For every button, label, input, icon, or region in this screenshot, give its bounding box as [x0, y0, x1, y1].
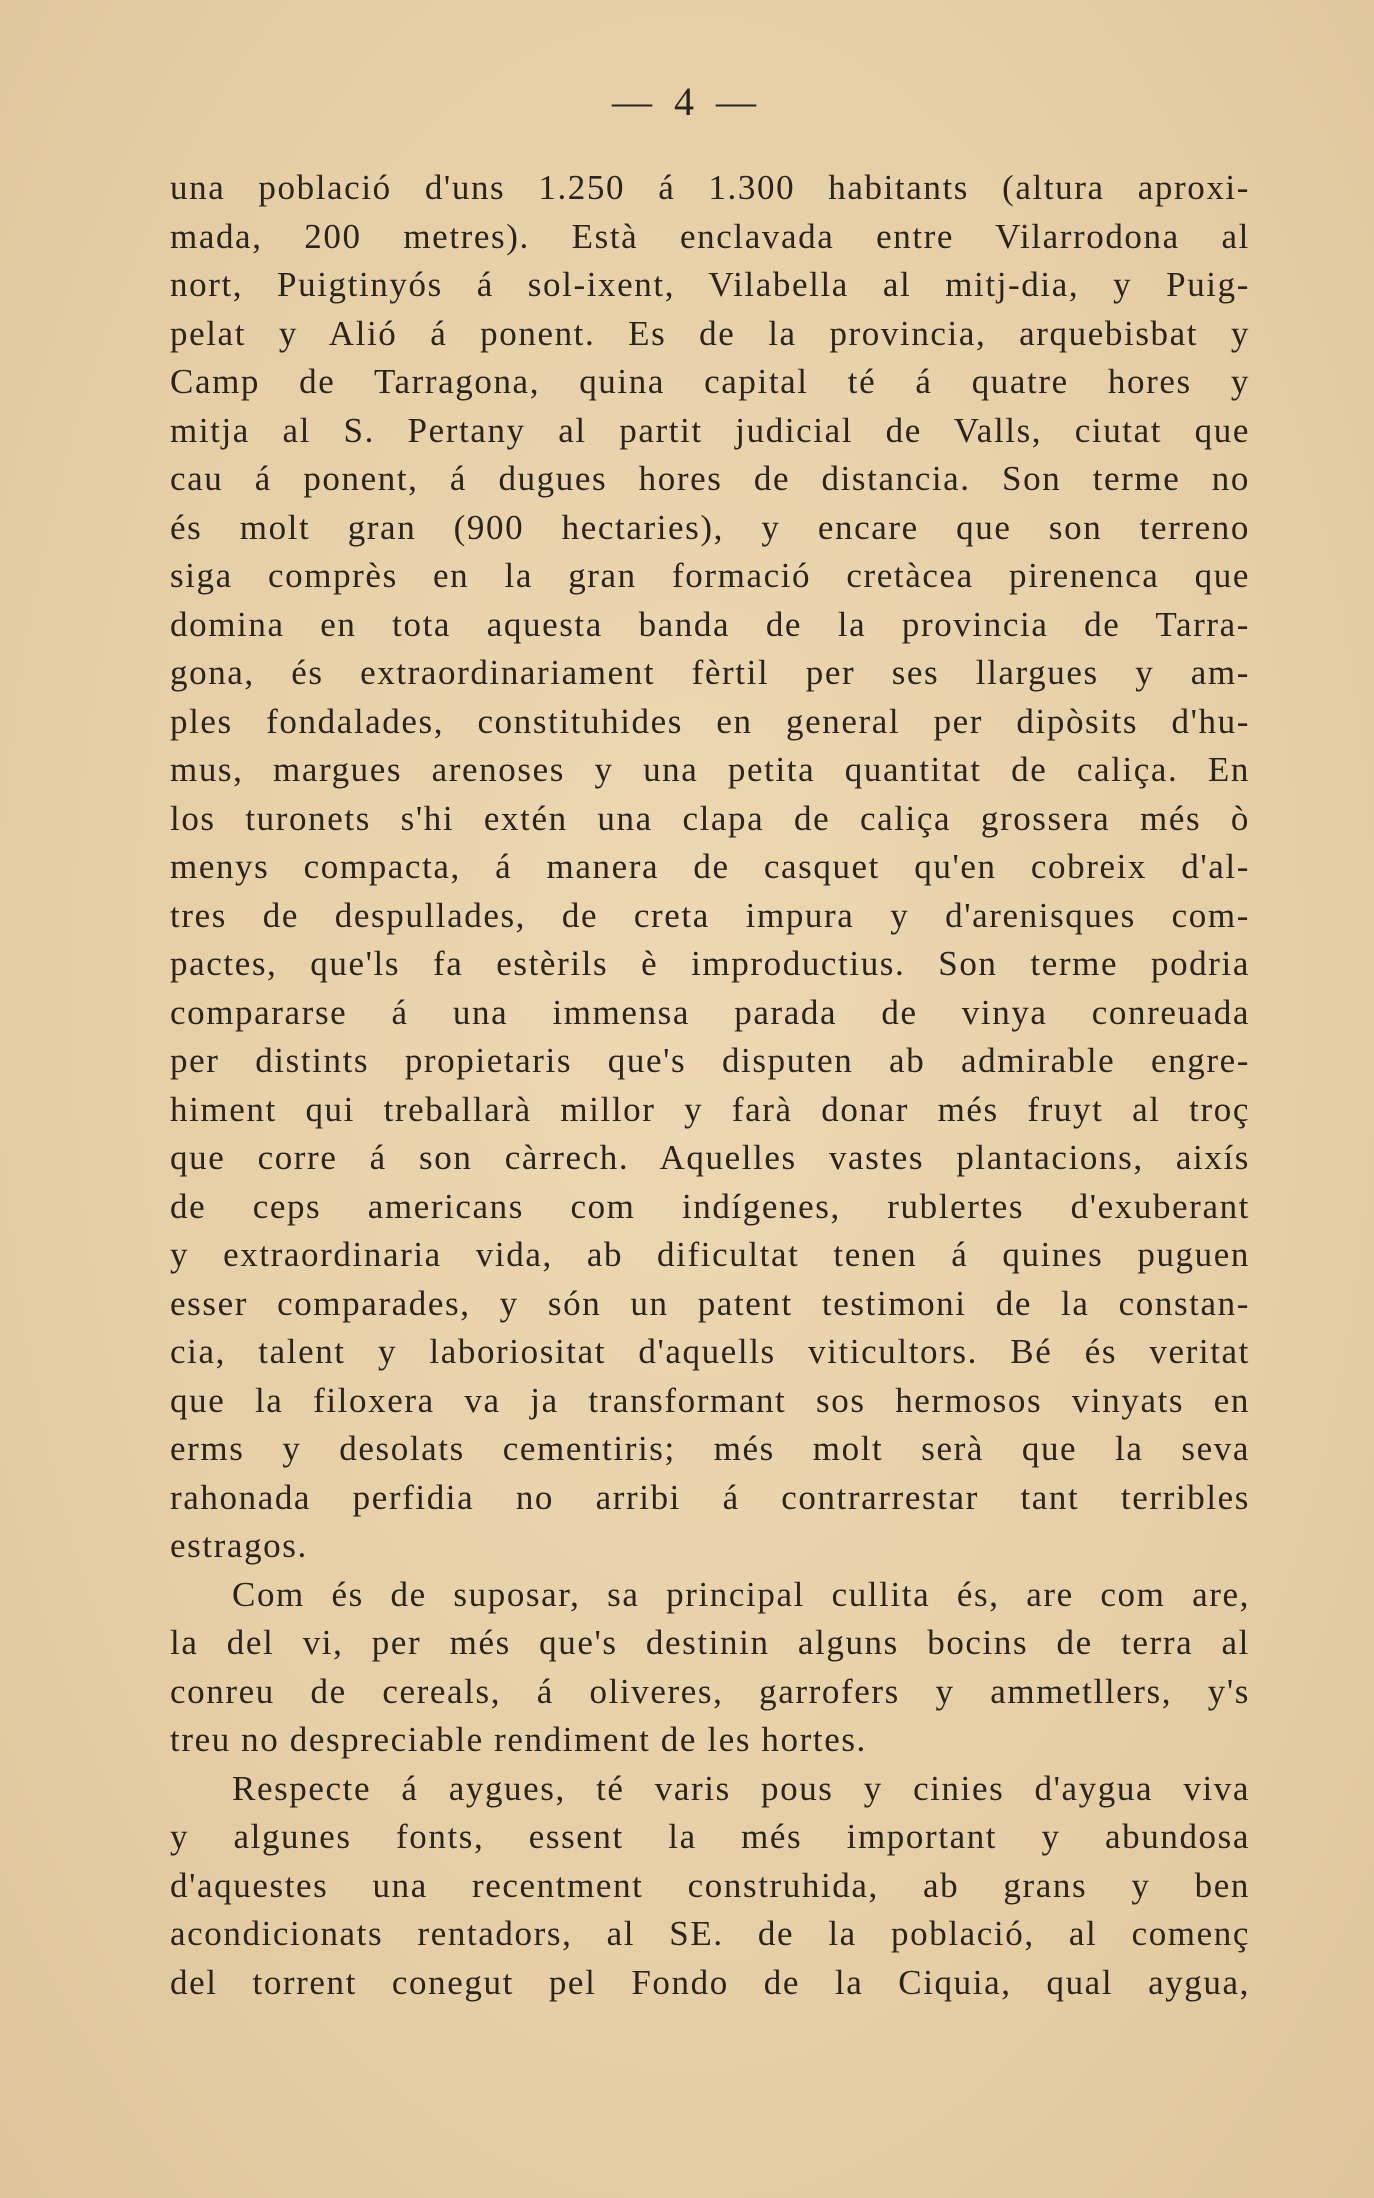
text-line: la del vi, per més que's destinin alguns bocins de terra al	[170, 1623, 1250, 1662]
text-line: compararse á una immensa parada de vinya conreuada	[170, 992, 1250, 1032]
text-line: domina en tota aquesta banda de la provincia de Tarra-	[170, 604, 1250, 644]
text-line: Camp de Tarragona, quina capital té á quatre hores y	[170, 362, 1250, 401]
text-line: menys compacta, á manera de casquet qu'en cobreix d'al-	[170, 847, 1250, 886]
text-line: Respecte á aygues, té varis pous y cinies d'aygua viva	[232, 1768, 1250, 1808]
text-line: de ceps americans com indígenes, rublertes d'exuberant	[170, 1186, 1250, 1226]
text-line: los turonets s'hi extén una clapa de caliça grossera més ò	[170, 798, 1250, 838]
text-line: conreu de cereals, á oliveres, garrofers y ammetllers, y's	[170, 1671, 1250, 1711]
text-line: és molt gran (900 hectaries), y encare que son terreno	[170, 507, 1250, 547]
paragraph-3	[170, 1765, 1250, 2008]
text-line: rahonada perfidia no arribi á contrarrestar tant terribles	[170, 1477, 1250, 1517]
text-line: nort, Puigtinyós á sol-ixent, Vilabella al mitj-dia, y Puig-	[170, 265, 1250, 304]
text-line: pactes, que'ls fa estèrils è improductius. Son terme podria	[170, 944, 1250, 983]
text-line: esser comparades, y són un patent testimoni de la constan-	[170, 1283, 1250, 1323]
text-line: tres de despullades, de creta impura y d'arenisques com-	[170, 895, 1250, 935]
text-line: ples fondalades, constituhides en general per dipòsits d'hu-	[170, 701, 1250, 741]
text-line: gona, és extraordinariament fèrtil per ses llargues y am-	[170, 653, 1250, 692]
text-line: siga comprès en la gran formació cretàcea pirenenca que	[170, 556, 1250, 595]
page-number: — 4 —	[612, 79, 762, 124]
text-line: mus, margues arenoses y una petita quantitat de caliça. En	[170, 750, 1250, 789]
body-text	[170, 164, 1250, 2007]
text-line: per distints propietaris que's disputen ab admirable engre-	[170, 1041, 1250, 1080]
text-line: y extraordinaria vida, ab dificultat tenen á quines puguen	[170, 1235, 1250, 1274]
text-line: mada, 200 metres). Està enclavada entre Vilarrodona al	[170, 216, 1250, 256]
text-line: erms y desolats cementiris; més molt serà que la seva	[170, 1429, 1250, 1468]
text-line: mitja al S. Pertany al partit judicial de Valls, ciutat que	[170, 410, 1250, 450]
text-line: y algunes fonts, essent la més important y abundosa	[170, 1817, 1250, 1856]
text-line: que la filoxera va ja transformant sos hermosos vinyats en	[170, 1380, 1250, 1420]
text-line: acondicionats rentadors, al SE. de la població, al començ	[170, 1914, 1250, 1953]
paragraph-1	[170, 164, 1250, 1571]
text-line: d'aquestes una recentment construhida, ab grans y ben	[170, 1865, 1250, 1905]
text-line: cia, talent y laboriositat d'aquells viticultors. Bé és veritat	[170, 1332, 1250, 1371]
text-line: himent qui treballarà millor y farà donar més fruyt al troç	[170, 1089, 1250, 1129]
text-line: cau á ponent, á dugues hores de distancia. Son terme no	[170, 459, 1250, 498]
text-line: que corre á son càrrech. Aquelles vastes plantacions, aixís	[170, 1138, 1250, 1177]
text-line: estragos.	[170, 1526, 308, 1565]
paragraph-2	[170, 1571, 1250, 1765]
text-line: treu no despreciable rendiment de les hortes.	[170, 1720, 867, 1759]
text-line: Com és de suposar, sa principal cullita és, are com are,	[232, 1574, 1250, 1614]
text-line: pelat y Alió á ponent. Es de la provincia, arquebisbat y	[170, 313, 1250, 353]
text-line: del torrent conegut pel Fondo de la Ciquia, qual aygua,	[170, 1962, 1250, 2002]
text-line: una població d'uns 1.250 á 1.300 habitants (altura aproxi-	[170, 168, 1250, 207]
